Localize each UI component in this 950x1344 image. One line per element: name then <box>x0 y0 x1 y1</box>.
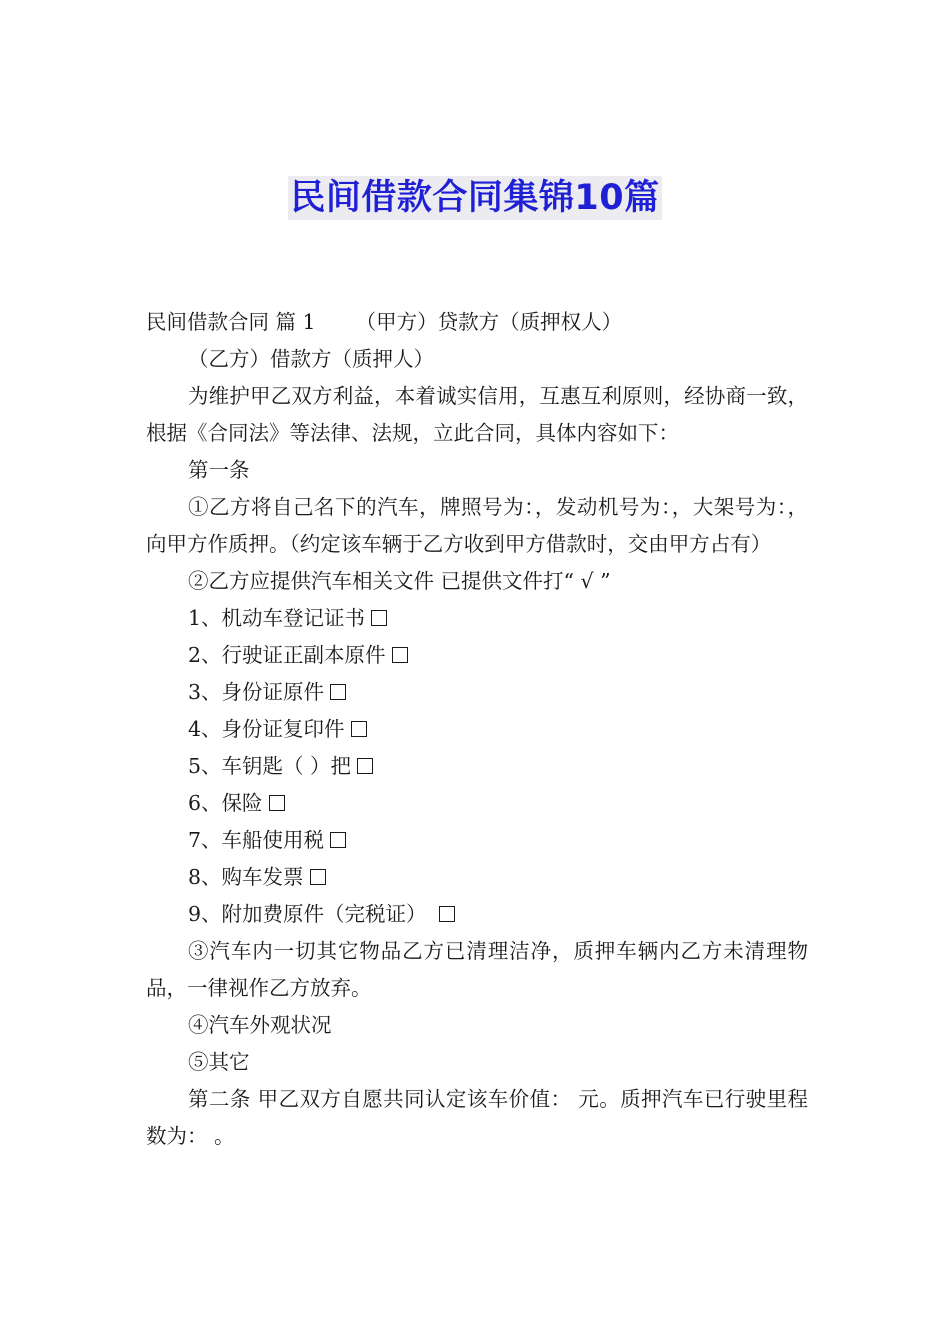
checkbox-icon <box>330 832 346 848</box>
doc-list-item <box>146 822 808 859</box>
doc-list-item <box>146 748 808 785</box>
doc-label: 5、车钥匙（ ）把 <box>188 754 352 778</box>
article-1-item-4: ④汽车外观状况 <box>188 1013 332 1037</box>
doc-label: 9、附加费原件（完税证） <box>188 902 427 926</box>
document-title: 民间借款合同集锦10篇 <box>290 178 660 218</box>
article-1-item-1: ①乙方将自己名下的汽车，牌照号为：，发动机号为：，大架号为：，向甲方作质押。（约定该车辆于乙方收到甲方借款时，交由甲方占有） <box>146 495 808 556</box>
doc-label: 7、车船使用税 <box>188 828 325 852</box>
doc-list-item <box>146 637 808 674</box>
party-b: （乙方）借款方（质押人） <box>188 347 434 371</box>
section-heading-line <box>146 304 808 341</box>
document-body <box>146 304 808 1155</box>
checkbox-icon <box>269 795 285 811</box>
checkbox-icon <box>357 758 373 774</box>
contract-heading: 民间借款合同 篇 1 <box>146 310 316 334</box>
checkbox-icon <box>392 647 408 663</box>
checkbox-icon <box>371 610 387 626</box>
doc-label: 8、购车发票 <box>188 865 304 889</box>
doc-label: 3、身份证原件 <box>188 680 325 704</box>
article-1-item-3: ③汽车内一切其它物品乙方已清理洁净，质押车辆内乙方未清理物品，一律视作乙方放弃。 <box>146 939 808 1000</box>
doc-list-item <box>146 711 808 748</box>
doc-list-item <box>146 600 808 637</box>
doc-label: 2、行驶证正副本原件 <box>188 643 386 667</box>
doc-label: 1、机动车登记证书 <box>188 606 366 630</box>
intro-paragraph: 为维护甲乙双方利益，本着诚实信用，互惠互利原则，经协商一致，根据《合同法》等法律、法规，立此合同，具体内容如下： <box>146 384 808 445</box>
doc-list-item <box>146 859 808 896</box>
checkbox-icon <box>310 869 326 885</box>
checkbox-icon <box>330 684 346 700</box>
article-1-item-5: ⑤其它 <box>188 1050 250 1074</box>
article-2-paragraph: 第二条 甲乙双方自愿共同认定该车价值： 元。质押汽车已行驶里程数为： 。 <box>146 1087 808 1148</box>
party-a: （甲方）贷款方（质押权人） <box>355 310 623 334</box>
checkbox-icon <box>439 906 455 922</box>
doc-label: 4、身份证复印件 <box>188 717 345 741</box>
article-1-title: 第一条 <box>188 458 250 482</box>
article-1-item-2: ②乙方应提供汽车相关文件 已提供文件打“ √ ” <box>188 569 611 593</box>
title-wrap <box>0 176 950 220</box>
doc-label: 6、保险 <box>188 791 263 815</box>
doc-list-item <box>146 674 808 711</box>
doc-list-item <box>146 785 808 822</box>
checkbox-icon <box>351 721 367 737</box>
doc-list-item <box>146 896 808 933</box>
